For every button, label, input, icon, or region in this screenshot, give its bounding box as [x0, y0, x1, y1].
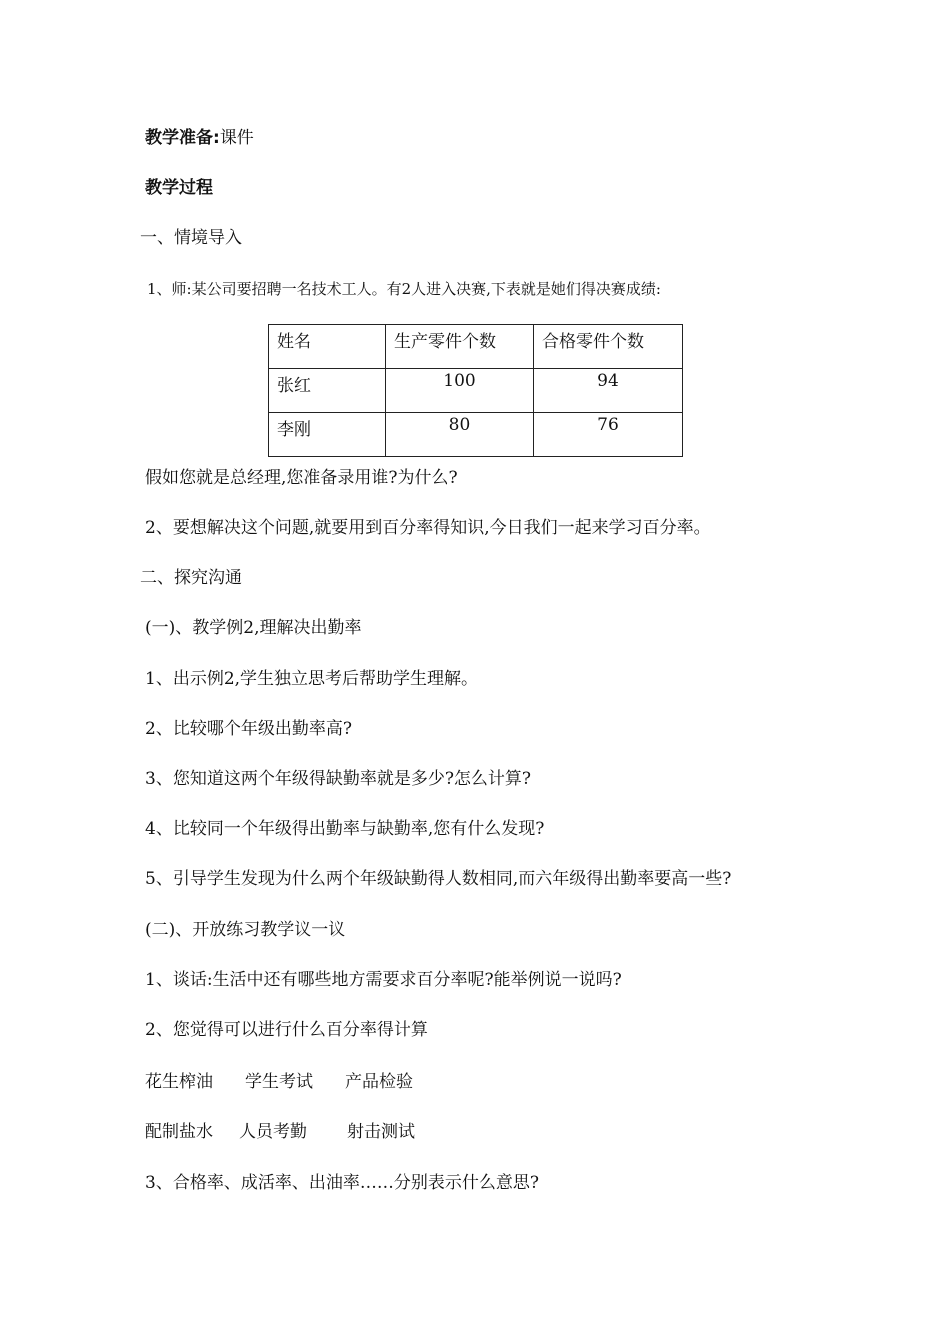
- example-item: 学生考试: [245, 1072, 313, 1092]
- sub1-item: 5、引导学生发现为什么两个年级缺勤得人数相同,而六年级得出勤率要高一些?: [145, 869, 732, 889]
- table-row: [269, 413, 683, 457]
- sub1-item: 3、您知道这两个年级得缺勤率就是多少?怎么计算?: [145, 769, 532, 789]
- section1-item1: 1、师:某公司要招聘一名技术工人。有2人进入决赛,下表就是她们得决赛成绩:: [147, 280, 661, 298]
- sub2-item3: 3、合格率、成活率、出油率……分别表示什么意思?: [145, 1173, 539, 1193]
- example-item: 射击测试: [347, 1122, 415, 1142]
- example-item: 人员考勤: [239, 1122, 307, 1142]
- section1-item2: 2、要想解决这个问题,就要用到百分率得知识,今日我们一起来学习百分率。: [145, 518, 711, 538]
- table-header-cell: 合格零件个数: [534, 325, 683, 369]
- table-cell: 张红: [269, 369, 386, 413]
- sub1-item: 2、比较哪个年级出勤率高?: [145, 719, 352, 739]
- table-cell: 80: [386, 413, 534, 457]
- sub2-item1: 1、谈话:生活中还有哪些地方需要求百分率呢?能举例说一说吗?: [145, 970, 622, 990]
- example-item: 花生榨油: [145, 1072, 213, 1092]
- process-heading: 教学过程: [145, 178, 213, 198]
- sub1-item: 4、比较同一个年级得出勤率与缺勤率,您有什么发现?: [145, 819, 545, 839]
- example-item: 配制盐水: [145, 1122, 213, 1142]
- sub2-item2: 2、您觉得可以进行什么百分率得计算: [145, 1020, 428, 1040]
- table-row: [269, 369, 683, 413]
- table-header-cell: 姓名: [269, 325, 386, 369]
- table-cell: 94: [534, 369, 683, 413]
- examples-row-2: [145, 1121, 415, 1143]
- prep-label: 教学准备:: [145, 128, 220, 148]
- sub1-item: 1、出示例2,学生独立思考后帮助学生理解。: [145, 669, 479, 689]
- table-cell: 100: [386, 369, 534, 413]
- table-header-cell: 生产零件个数: [386, 325, 534, 369]
- prep-value: 课件: [219, 128, 254, 148]
- section1-question: 假如您就是总经理,您准备录用谁?为什么?: [145, 468, 458, 488]
- prep-line: [145, 127, 254, 149]
- example-item: 产品检验: [345, 1072, 413, 1092]
- table-header-row: [269, 325, 683, 369]
- examples-row-1: [145, 1071, 413, 1093]
- section2-heading: 二、探究沟通: [140, 568, 242, 588]
- sub1-heading: (一)、教学例2,理解决出勤率: [145, 618, 362, 638]
- section1-heading: 一、情境导入: [140, 228, 242, 248]
- sub2-heading: (二)、开放练习教学议一议: [145, 920, 346, 940]
- table-cell: 76: [534, 413, 683, 457]
- scores-table: [268, 324, 683, 457]
- table-cell: 李刚: [269, 413, 386, 457]
